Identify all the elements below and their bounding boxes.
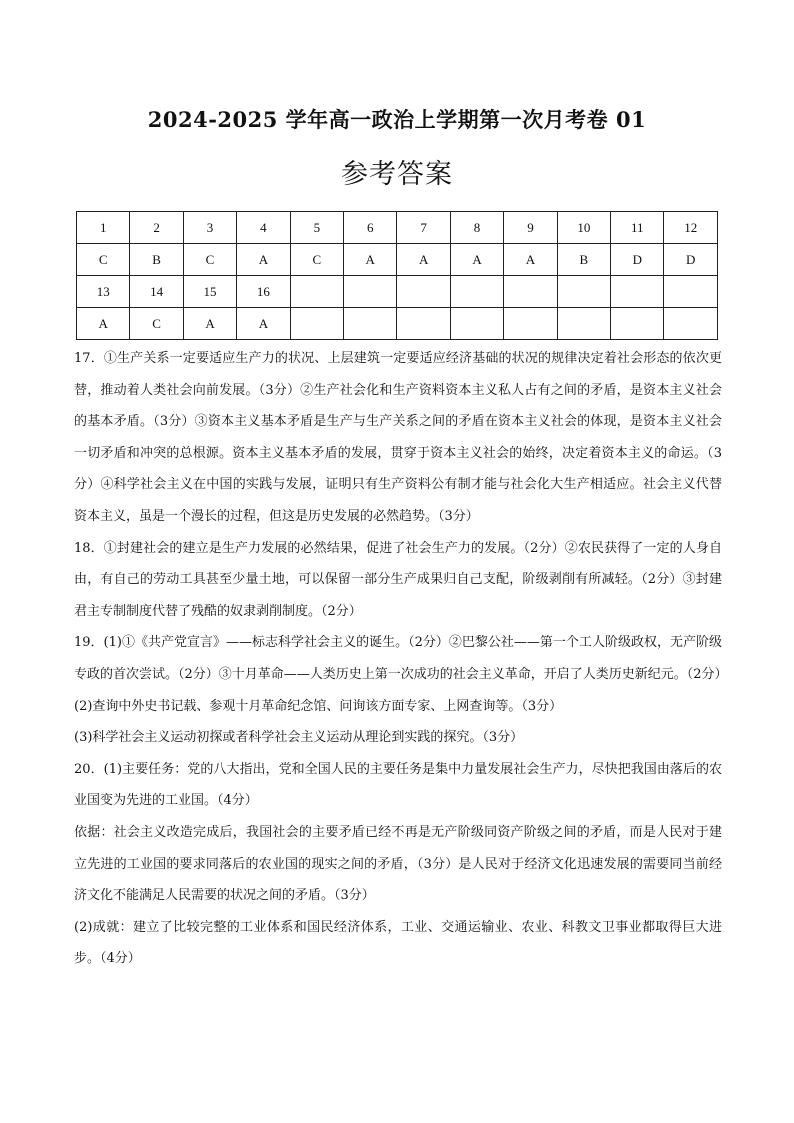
table-cell: C — [77, 244, 130, 276]
table-cell — [664, 308, 718, 340]
table-cell: 13 — [77, 276, 130, 308]
table-cell: 15 — [183, 276, 236, 308]
table-cell — [290, 276, 343, 308]
table-cell: 9 — [504, 212, 557, 244]
table-cell — [611, 276, 664, 308]
table-cell: C — [130, 308, 183, 340]
table-cell: A — [344, 244, 397, 276]
table-cell — [344, 308, 397, 340]
table-cell — [504, 308, 557, 340]
answer-paragraph-17: 17．①生产关系一定要适应生产力的状况、上层建筑一定要适应经济基础的状况的规律决定着社会形态的依次更替，推动着人类社会向前发展。（3分）②生产社会化和生产资料资本主义私人占有之间的矛盾，是资本主义社会的基本矛盾。（3分）③资本主义基本矛盾是生产与生产关系之间的矛盾在资本主义社会的体现，是资本主义社会一切矛盾和冲突的总根源。资本主义基本矛盾的发展，贯穿于资本主义社会的始终，决定着资本主义的命运。（3分）④科学社会主义在中国的实践与发展，证明只有生产资料公有制才能与社会化大生产相适应。社会主义代替资本主义，虽是一个漫长的过程，但这是历史发展的必然趋势。（3分） — [74, 351, 722, 524]
table-cell: 6 — [344, 212, 397, 244]
answer-table — [76, 211, 718, 340]
table-cell: B — [130, 244, 183, 276]
table-cell: C — [183, 244, 236, 276]
answer-paragraph-20-1: 20．(1)主要任务：党的八大指出，党和全国人民的主要任务是集中力量发展社会生产力，尽快把我国由落后的农业国变为先进的工业国。（4分） — [74, 761, 722, 809]
table-cell: 5 — [290, 212, 343, 244]
table-cell: A — [77, 308, 130, 340]
page-title: 2024-2025 学年高一政治上学期第一次月考卷 01 — [147, 107, 647, 132]
answer-paragraph-19-1: 19．(1)①《共产党宣言》——标志科学社会主义的诞生。（2分）②巴黎公社——第一个工人阶级政权，无产阶级专政的首次尝试。（2分）③十月革命——人类历史上第一次成功的社会主义革命，开启了人类历史新纪元。（2分） — [74, 635, 728, 682]
table-cell — [450, 276, 503, 308]
table-cell — [504, 276, 557, 308]
table-cell — [397, 308, 450, 340]
table-cell: 10 — [557, 212, 610, 244]
answer-paragraph-20-basis: 依据：社会主义改造完成后，我国社会的主要矛盾已经不再是无产阶级同资产阶级之间的矛盾，而是人民对于建立先进的工业国的要求同落后的农业国的现实之间的矛盾，（3分）是人民对于经济文化迅速发展的需要同当前经济文化不能满足人民需要的状况之间的矛盾。（3分） — [74, 824, 722, 904]
table-cell: 2 — [130, 212, 183, 244]
table-cell: 3 — [183, 212, 236, 244]
table-cell: 12 — [664, 212, 718, 244]
table-cell — [397, 276, 450, 308]
table-cell: 1 — [77, 212, 130, 244]
table-cell — [450, 308, 503, 340]
answer-paragraph-20-2: (2)成就：建立了比较完整的工业体系和国民经济体系，工业、交通运输业、农业、科教文卫事业都取得巨大进步。（4分） — [74, 919, 722, 967]
table-cell: A — [237, 244, 290, 276]
answer-table-row-numbers — [77, 276, 718, 308]
table-cell: 7 — [397, 212, 450, 244]
table-cell: 16 — [237, 276, 290, 308]
table-cell — [557, 276, 610, 308]
table-cell: C — [290, 244, 343, 276]
answer-table-row-answers — [77, 244, 718, 276]
answer-paragraph-18: 18．①封建社会的建立是生产力发展的必然结果，促进了社会生产力的发展。（2分）②农民获得了一定的人身自由，有自己的劳动工具甚至少量土地，可以保留一部分生产成果归自己支配，阶级剥削有所减轻。（2分）③封建君主专制制度代替了残酷的奴隶剥削制度。（2分） — [74, 540, 722, 619]
table-cell: A — [237, 308, 290, 340]
table-cell: A — [183, 308, 236, 340]
table-cell — [664, 276, 718, 308]
table-cell: A — [450, 244, 503, 276]
answer-content — [74, 343, 728, 975]
table-cell — [290, 308, 343, 340]
table-cell — [557, 308, 610, 340]
answer-paragraph-19-3: (3)科学社会主义运动初探或者科学社会主义运动从理论到实践的探究。（3分） — [74, 730, 524, 746]
table-cell — [611, 308, 664, 340]
table-cell: 8 — [450, 212, 503, 244]
table-cell: A — [504, 244, 557, 276]
answer-table-row-numbers — [77, 212, 718, 244]
table-cell: A — [397, 244, 450, 276]
table-cell: D — [611, 244, 664, 276]
answer-table-row-answers — [77, 308, 718, 340]
table-cell: B — [557, 244, 610, 276]
answer-paragraph-19-2: (2)查询中外史书记载、参观十月革命纪念馆、问询该方面专家、上网查询等。（3分） — [74, 698, 563, 714]
table-cell: 4 — [237, 212, 290, 244]
table-cell: D — [664, 244, 718, 276]
table-cell — [344, 276, 397, 308]
table-cell: 11 — [611, 212, 664, 244]
table-cell: 14 — [130, 276, 183, 308]
page-subtitle: 参考答案 — [341, 159, 453, 190]
